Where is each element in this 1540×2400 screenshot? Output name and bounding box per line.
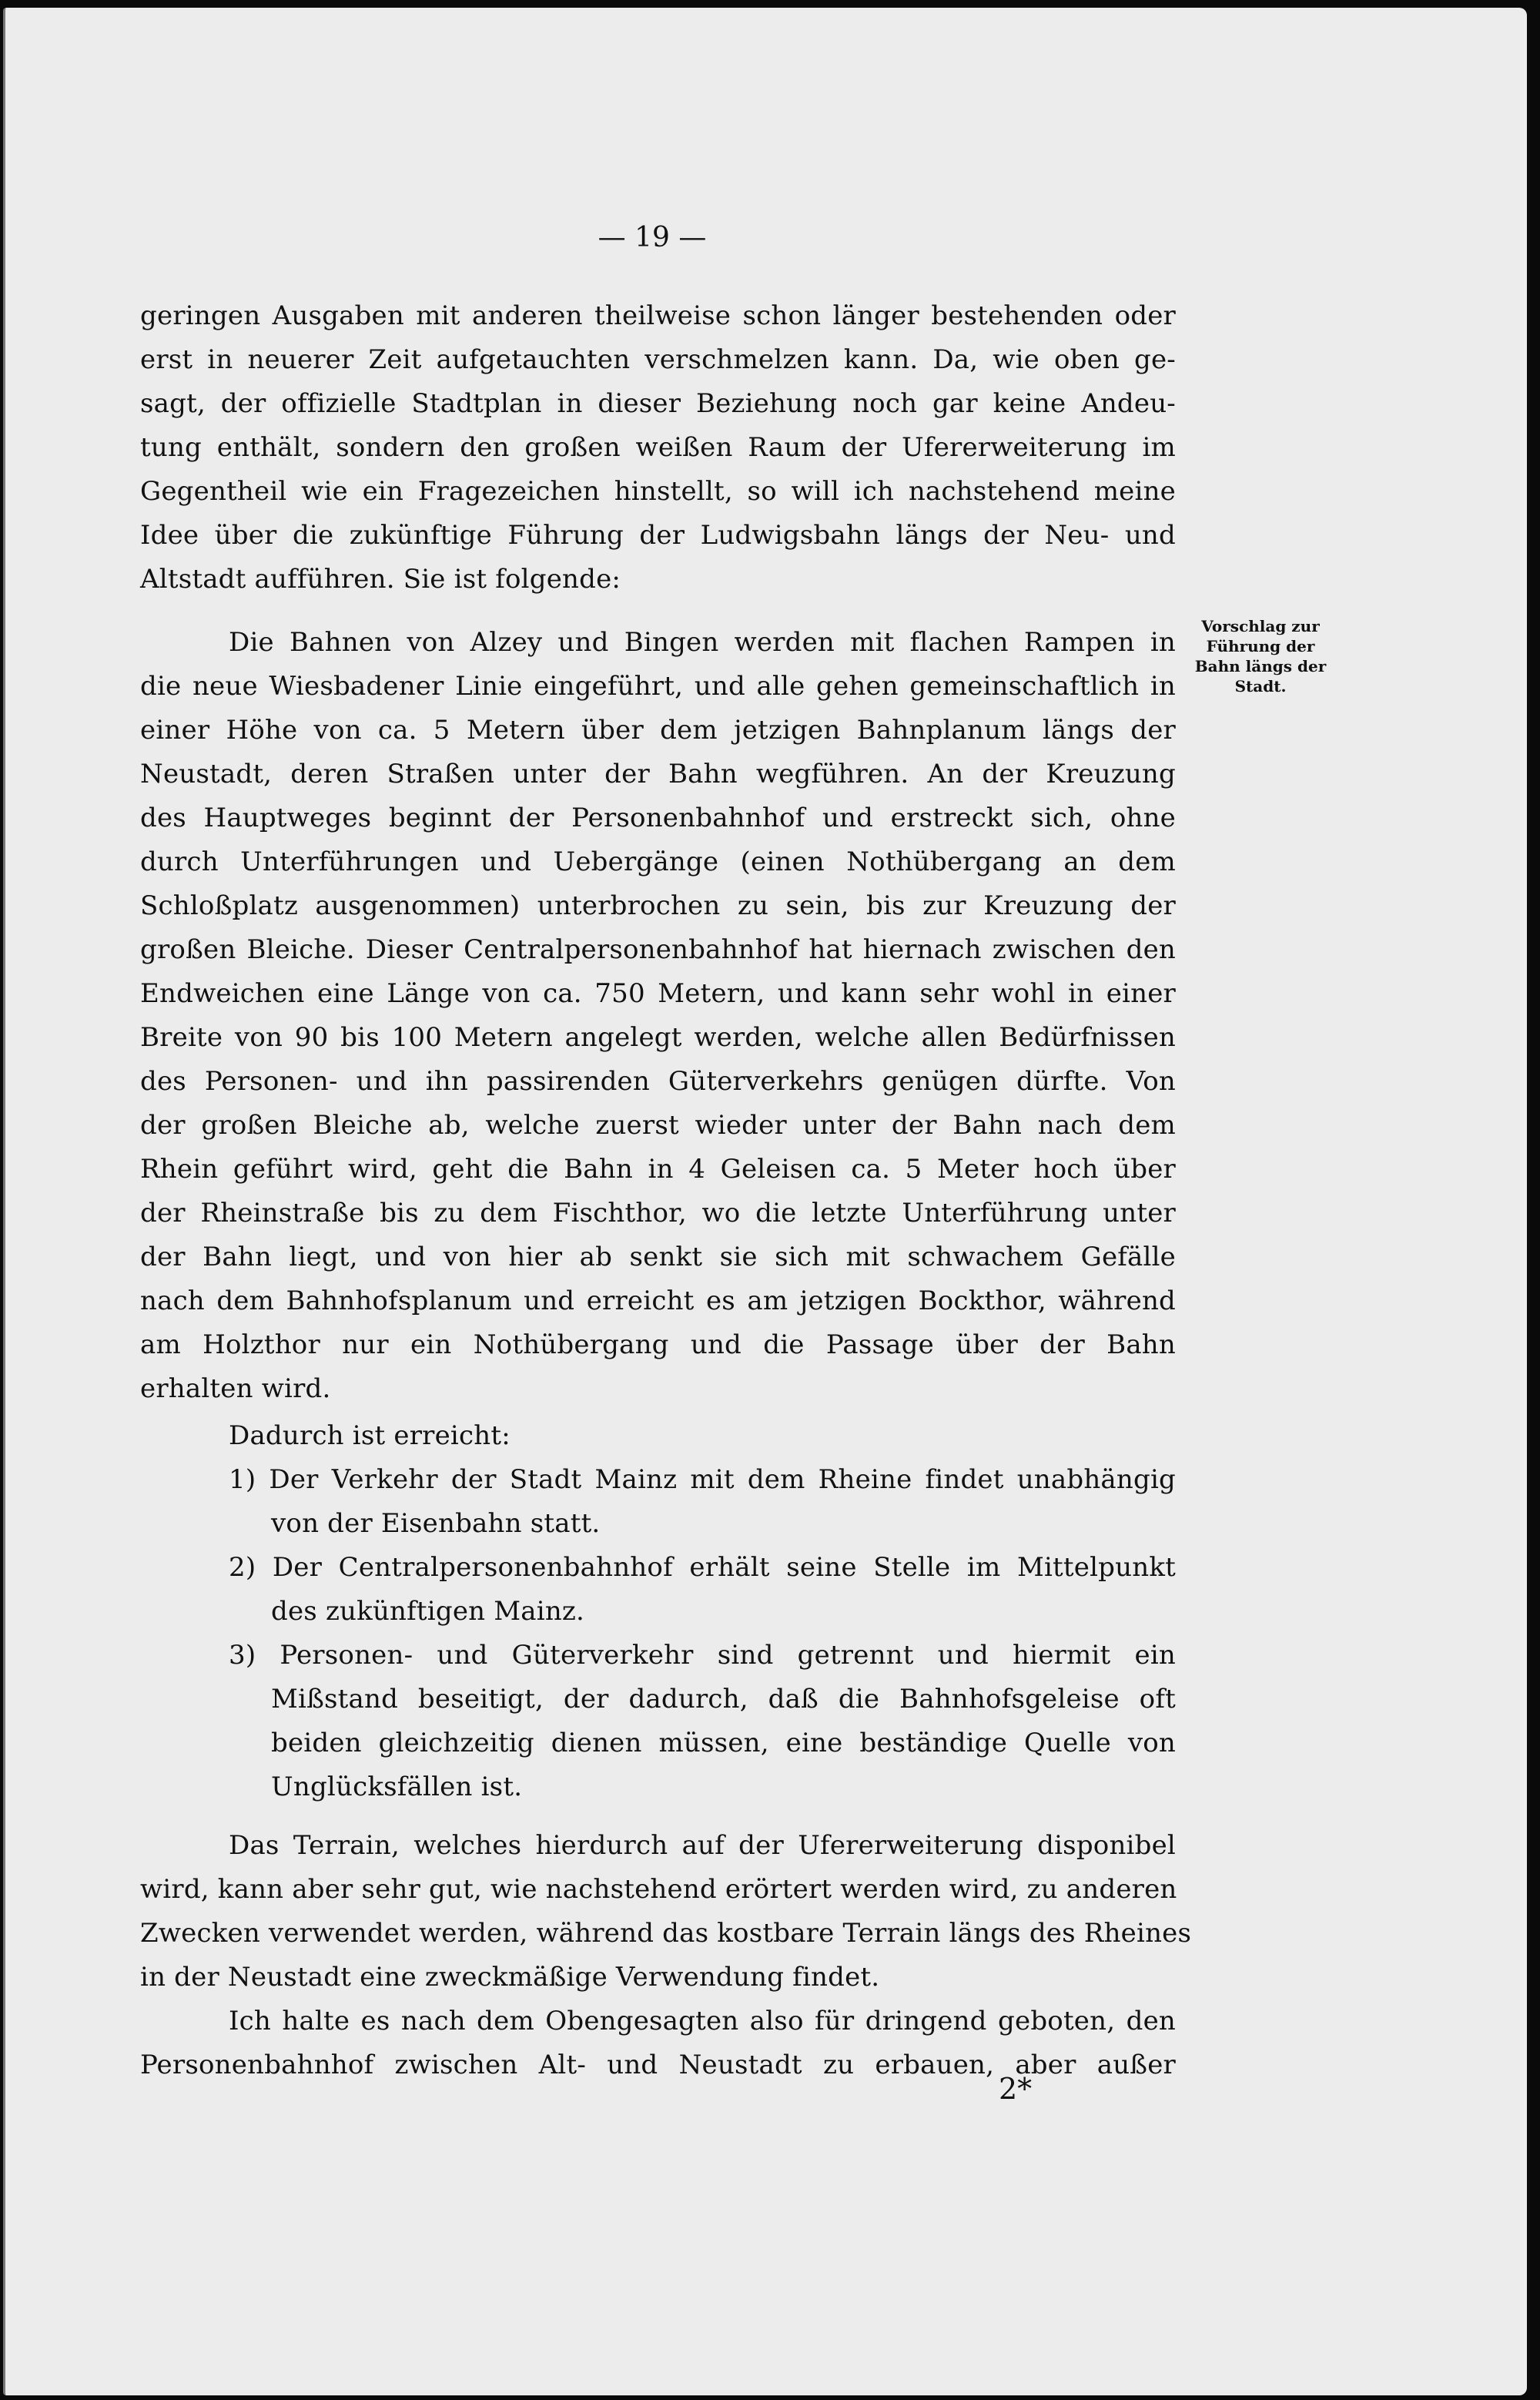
text-line: der Bahn liegt, und von hier ab senkt sie sich mit schwachem Gefälle — [140, 1242, 1176, 1272]
text-line: die neue Wiesbadener Linie eingeführt, und alle gehen gemeinschaftlich in — [140, 671, 1176, 702]
paragraph-first-line: Die Bahnen von Alzey und Bingen werden mit flachen Rampen in — [229, 627, 1176, 658]
text-line: Idee über die zukünftige Führung der Ludwigsbahn längs der Neu- und — [140, 520, 1176, 551]
text-line: des Hauptweges beginnt der Personenbahnhof und erstreckt sich, ohne — [140, 803, 1176, 833]
text-line: Breite von 90 bis 100 Metern angelegt werden, welche allen Bedürfnissen — [140, 1022, 1176, 1053]
text-line: Gegentheil wie ein Fragezeichen hinstellt, so will ich nachstehend meine — [140, 476, 1176, 507]
text-line: sagt, der offizielle Stadtplan in dieser Beziehung noch gar keine Andeu- — [140, 388, 1176, 419]
text-line: erst in neuerer Zeit aufgetauchten verschmelzen kann. Da, wie oben ge- — [140, 344, 1176, 375]
paragraph-first-line: Das Terrain, welches hierdurch auf der Ufererweiterung disponibel — [229, 1830, 1176, 1861]
list-item-3: 3) Personen- und Güterverkehr sind getrennt und hiermit ein — [229, 1640, 1176, 1671]
marginal-note — [1168, 616, 1353, 696]
paragraph-first-line: Ich halte es nach dem Obengesagten also für dringend geboten, den — [229, 2006, 1176, 2036]
text-line: Rhein geführt wird, geht die Bahn in 4 Geleisen ca. 5 Meter hoch über — [140, 1154, 1176, 1185]
text-line: Altstadt aufführen. Sie ist folgende: — [140, 564, 621, 595]
list-item-3-cont: Unglücksfällen ist. — [271, 1772, 523, 1802]
text-line: am Holzthor nur ein Nothübergang und die Passage über der Bahn — [140, 1329, 1176, 1360]
list-item-2-cont: des zukünftigen Mainz. — [271, 1596, 585, 1627]
text-line: geringen Ausgaben mit anderen theilweise schon länger bestehenden oder — [140, 300, 1176, 331]
text-line: in der Neustadt eine zweckmäßige Verwendung findet. — [140, 1962, 880, 1993]
text-line: der Rheinstraße bis zu dem Fischthor, wo die letzte Unterführung unter — [140, 1198, 1176, 1228]
marginal-note-line: Vorschlag zur — [1201, 617, 1320, 635]
text-line: des Personen- und ihn passirenden Güterverkehrs genügen dürfte. Von — [140, 1066, 1176, 1097]
list-item-3-cont: Mißstand beseitigt, der dadurch, daß die Bahnhofsgeleise oft — [271, 1684, 1176, 1715]
text-line: nach dem Bahnhofsplanum und erreicht es am jetzigen Bockthor, während — [140, 1285, 1176, 1316]
text-line: großen Bleiche. Dieser Centralpersonenbahnhof hat hiernach zwischen den — [140, 934, 1176, 965]
text-line: Schloßplatz ausgenommen) unterbrochen zu sein, bis zur Kreuzung der — [140, 890, 1176, 921]
marginal-note-line: Führung der — [1206, 637, 1315, 655]
text-line: Zwecken verwendet werden, während das kostbare Terrain längs des Rheines — [140, 1918, 1192, 1949]
text-line: erhalten wird. — [140, 1373, 331, 1404]
page-number: — 19 — — [598, 222, 707, 253]
text-line: wird, kann aber sehr gut, wie nachstehend erörtert werden wird, zu anderen — [140, 1874, 1177, 1905]
text-line: der großen Bleiche ab, welche zuerst wieder unter der Bahn nach dem — [140, 1110, 1176, 1141]
book-page — [3, 8, 1527, 2395]
text-line: einer Höhe von ca. 5 Metern über dem jetzigen Bahnplanum längs der — [140, 715, 1176, 746]
list-item-1-cont: von der Eisenbahn statt. — [271, 1508, 601, 1539]
text-line: Neustadt, deren Straßen unter der Bahn wegführen. An der Kreuzung — [140, 759, 1176, 789]
list-item-1: 1) Der Verkehr der Stadt Mainz mit dem Rheine findet unabhängig — [229, 1464, 1176, 1495]
marginal-note-line: Stadt. — [1234, 677, 1287, 696]
list-intro: Dadurch ist erreicht: — [229, 1420, 511, 1451]
signature-mark: 2* — [999, 2072, 1033, 2106]
text-line: Endweichen eine Länge von ca. 750 Metern, und kann sehr wohl in einer — [140, 978, 1176, 1009]
text-line: tung enthält, sondern den großen weißen Raum der Ufererweiterung im — [140, 432, 1176, 463]
text-line: durch Unterführungen und Uebergänge (einen Nothübergang an dem — [140, 846, 1176, 877]
list-item-2: 2) Der Centralpersonenbahnhof erhält seine Stelle im Mittelpunkt — [229, 1552, 1176, 1583]
text-line: Personenbahnhof zwischen Alt- und Neustadt zu erbauen, aber außer — [140, 2050, 1176, 2080]
list-item-3-cont: beiden gleichzeitig dienen müssen, eine beständige Quelle von — [271, 1728, 1176, 1758]
marginal-note-line: Bahn längs der — [1194, 657, 1327, 675]
